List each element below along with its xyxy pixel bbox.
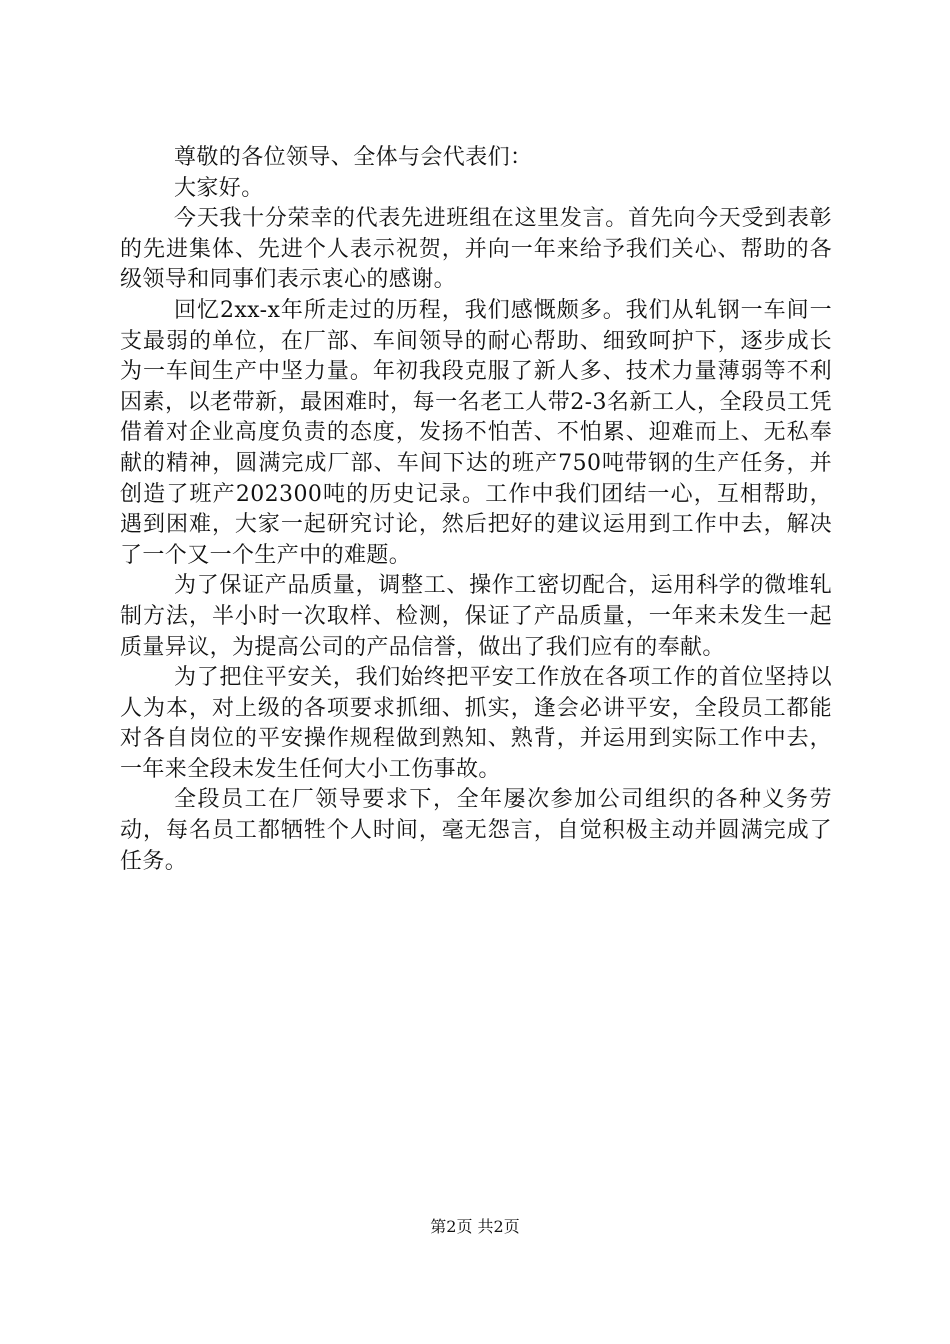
- paragraph-safety: 为了把住平安关，我们始终把平安工作放在各项工作的首位坚持以人为本，对上级的各项要求抓细、抓实，逢会必讲平安，全段员工都能对各自岗位的平安操作规程做到熟知、熟背，并运用到实际工作中去，一年来全段未发生任何大小工伤事故。: [120, 665, 832, 782]
- paragraph-review: 回忆2xx-x年所走过的历程，我们感慨颇多。我们从轧钢一车间一支最弱的单位，在厂部、车间领导的耐心帮助、细致呵护下，逐步成长为一车间生产中坚力量。年初我段克服了新人多、技术力量薄弱等不利因素，以老带新，最困难时，每一名老工人带2-3名新工人，全段员工凭借着对企业高度负责的态度，发扬不怕苦、不怕累、迎难而上、无私奉献的精神，圆满完成厂部、车间下达的班产750吨带钢的生产任务，并创造了班产202300吨的历史记录。工作中我们团结一心，互相帮助，遇到困难，大家一起研究讨论，然后把好的建议运用到工作中去，解决了一个又一个生产中的难题。: [120, 297, 832, 568]
- paragraph-quality: 为了保证产品质量，调整工、操作工密切配合，运用科学的微堆轧制方法，半小时一次取样、检测，保证了产品质量，一年来未发生一起质量异议，为提高公司的产品信誉，做出了我们应有的奉献。: [120, 573, 832, 660]
- paragraph-intro: 今天我十分荣幸的代表先进班组在这里发言。首先向今天受到表彰的先进集体、先进个人表示祝贺，并向一年来给予我们关心、帮助的各级领导和同事们表示衷心的感谢。: [120, 206, 832, 293]
- greeting: 大家好。: [174, 175, 264, 201]
- salutation: 尊敬的各位领导、全体与会代表们：: [174, 145, 533, 170]
- paragraph-volunteer: 全段员工在厂领导要求下，全年屡次参加公司组织的各种义务劳动，每名员工都牺牲个人时间，毫无怨言，自觉积极主动并圆满完成了任务。: [120, 787, 832, 874]
- page-number-footer: 第2页 共2页: [430, 1217, 520, 1236]
- speech-body: [120, 143, 832, 877]
